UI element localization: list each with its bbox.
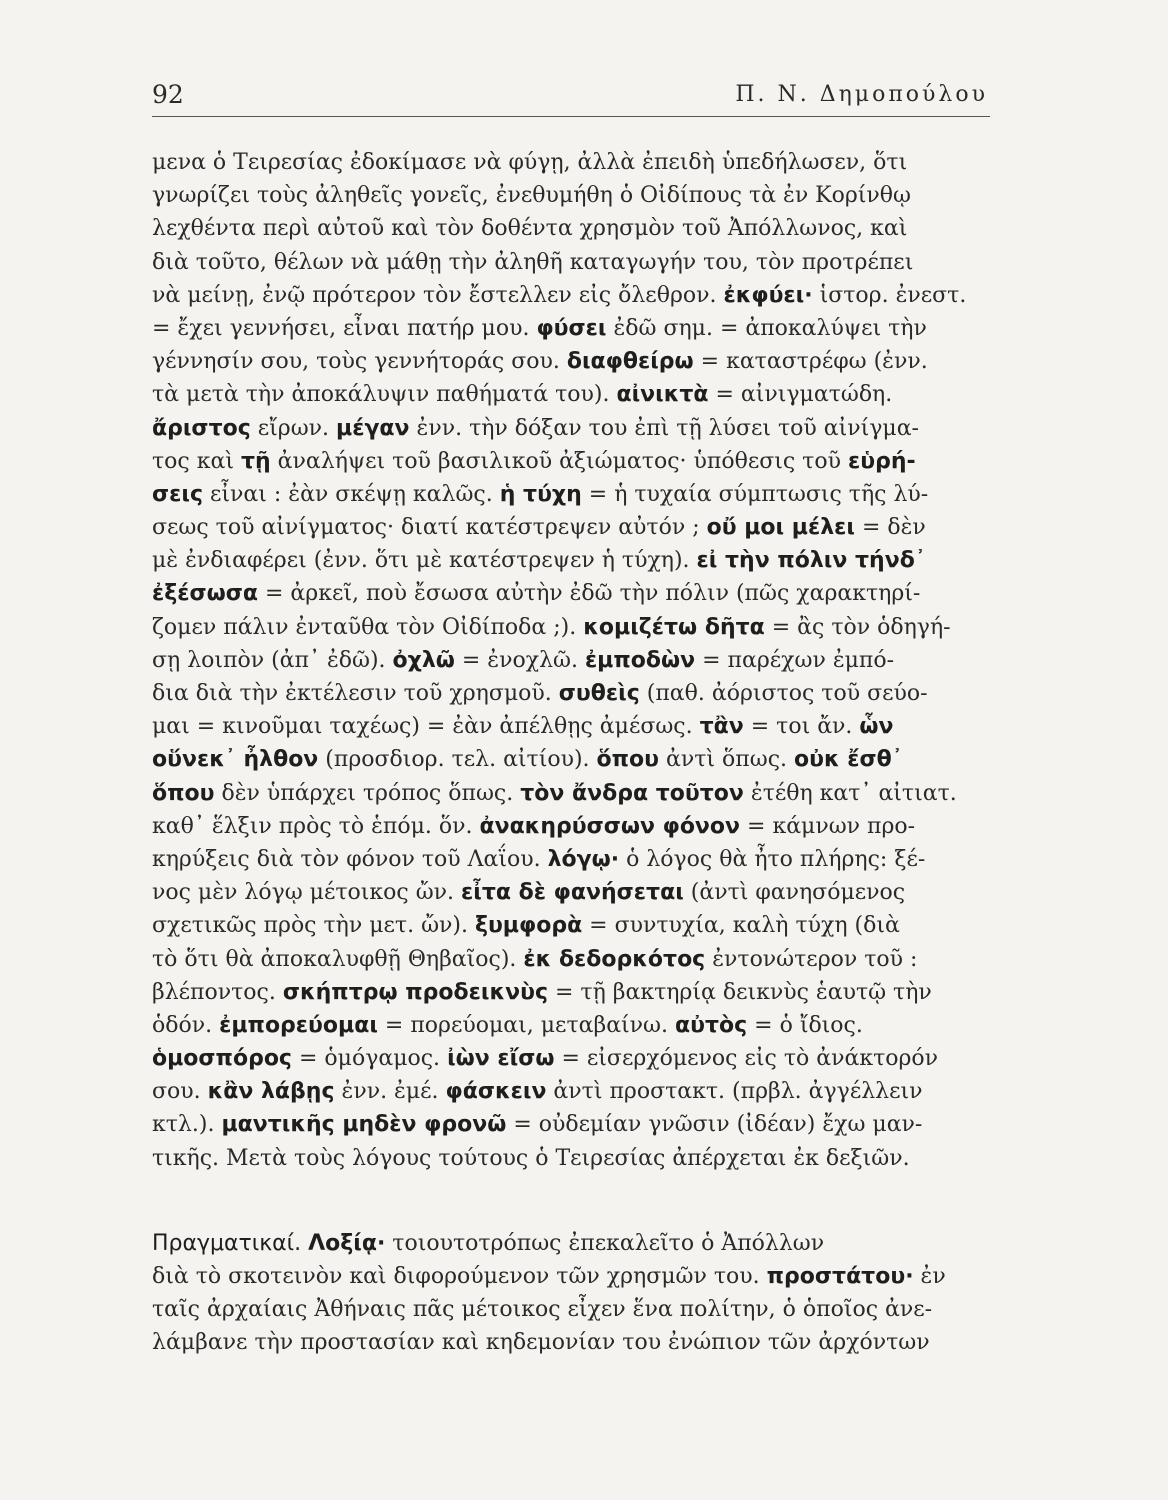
text-segment: τὰ μετὰ τὴν ἀποκάλυψιν παθήματά του). — [152, 382, 617, 408]
text-line — [152, 677, 990, 710]
text-line — [152, 843, 990, 876]
text-segment: = ἡ τυχαία σύμπτωσις τῆς λύ- — [581, 481, 929, 507]
text-segment: κτλ.). — [152, 1112, 222, 1138]
text-segment: διὰ τὸ σκοτεινὸν καὶ διφορούμενον τῶν χρησμῶν του. — [152, 1264, 767, 1289]
text-line — [152, 1075, 990, 1108]
lemma-term: φάσκειν — [445, 1079, 547, 1105]
lemma-term: εἰ τὴν πόλιν τήνδ᾽ — [696, 548, 926, 574]
lemma-term: ξυμφορὰ — [474, 913, 583, 939]
text-segment: ἐνν. τὴν δόξαν του ἐπὶ τῇ λύσει τοῦ αἰνίγμα- — [409, 415, 919, 441]
text-line — [152, 1142, 990, 1175]
text-segment: καθ᾽ ἕλξιν πρὸς τὸ ἑπόμ. ὅν. — [152, 813, 480, 839]
text-line — [152, 1326, 990, 1359]
text-segment: εἴρων. — [250, 415, 337, 441]
lemma-term: ἐκ δεδορκότος — [523, 946, 706, 972]
text-segment: σχετικῶς πρὸς τὴν μετ. ὤν). — [152, 913, 475, 939]
text-line — [152, 1042, 990, 1075]
text-segment: τος καὶ — [152, 448, 241, 474]
text-segment: τοιουτοτρόπως ἐπεκαλεῖτο ὁ Ἀπόλλων — [385, 1230, 825, 1256]
text-line — [152, 743, 990, 776]
lemma-term: ὀχλῶ — [392, 647, 455, 673]
text-line — [152, 478, 990, 511]
running-head: Π. Ν. Δημοπούλου — [735, 82, 988, 107]
text-segment: διὰ τοῦτο, θέλων νὰ μάθῃ τὴν ἀληθῆ καταγωγήν του, τὸν προτρέπει — [152, 249, 914, 275]
text-segment: = αἰνιγματώδη. — [708, 382, 893, 408]
text-segment: λεχθέντα περὶ αὐτοῦ καὶ τὸν δοθέντα χρησμὸν τοῦ Ἀπόλλωνος, καὶ — [152, 216, 908, 242]
lemma-term: ἐξέσωσα — [152, 581, 258, 607]
lemma-term: ὅπου — [152, 780, 215, 806]
text-segment: = ἔχει γεννήσει, εἶναι πατήρ μου. — [152, 315, 537, 341]
text-segment: νος μὲν λόγῳ μέτοικος ὤν. — [152, 880, 462, 906]
text-line — [152, 909, 990, 942]
text-line — [152, 1227, 990, 1260]
text-line — [152, 644, 990, 677]
lemma-term: τῇ — [240, 448, 271, 474]
text-segment: δὲν ὑπάρχει τρόπος ὅπως. — [214, 780, 521, 806]
text-segment: γνωρίζει τοὺς ἀληθεῖς γονεῖς, ἐνεθυμήθη ὁ Οἰδίπους τὰ ἐν Κορίνθῳ — [152, 183, 911, 209]
lemma-term: εἶτα δὲ φανήσεται — [461, 880, 684, 906]
lemma-term: τὸν ἄνδρα τοῦτον — [520, 780, 744, 806]
text-line — [152, 611, 990, 644]
text-segment: ἐντονώτερον τοῦ : — [705, 946, 918, 972]
text-segment: (προσδιορ. τελ. αἰτίου). — [318, 747, 597, 773]
text-segment: ἀντὶ προστακτ. (πρβλ. ἀγγέλλειν — [546, 1079, 923, 1105]
lemma-term: οὕνεκ᾽ ἦλθον — [152, 747, 319, 773]
text-line — [152, 378, 990, 411]
text-line — [152, 445, 990, 478]
text-segment: = εἰσερχόμενος εἰς τὸ ἀνάκτορόν — [554, 1046, 939, 1072]
text-segment: ὁ λόγος θὰ ἦτο πλήρης: ξέ- — [619, 846, 926, 872]
text-line — [152, 1108, 990, 1141]
text-segment: (παθ. ἀόριστος τοῦ σεύο- — [639, 681, 928, 706]
text-line — [152, 1260, 990, 1293]
text-line — [152, 810, 990, 843]
text-segment: εἶναι : ἐὰν σκέψῃ καλῶς. — [203, 481, 500, 507]
lemma-term: Λοξίᾳ· — [308, 1230, 386, 1256]
lemma-term: αὐτὸς — [674, 1012, 748, 1038]
text-line — [152, 179, 990, 212]
text-segment: δια διὰ τὴν ἐκτέλεσιν τοῦ χρησμοῦ. — [152, 681, 559, 706]
lemma-term: οὔ μοι μέλει — [706, 515, 855, 541]
text-segment: = κάμνων προ- — [740, 813, 916, 839]
lemma-term: τἂν — [699, 714, 744, 740]
text-line — [152, 577, 990, 610]
text-line — [152, 777, 990, 810]
lemma-term: προστάτου· — [766, 1264, 914, 1289]
text-segment: ἐδῶ σημ. = ἀποκαλύψει τὴν — [606, 315, 927, 341]
lemma-term: ἄριστος — [152, 415, 251, 441]
text-line — [152, 876, 990, 909]
lemma-term: ὁμοσπόρος — [152, 1046, 292, 1072]
pragmatika-paragraph — [152, 1227, 990, 1360]
lemma-term: ὅπου — [596, 747, 660, 773]
text-segment: ἐν — [913, 1264, 946, 1289]
lemma-term: ἰὼν εἴσω — [447, 1046, 555, 1072]
text-segment: = πορεύομαι, μεταβαίνω. — [377, 1012, 675, 1038]
text-line — [152, 279, 990, 312]
text-segment: = ὁ ἴδιος. — [747, 1012, 863, 1038]
lemma-term: ἡ τύχη — [499, 481, 582, 507]
commentary-paragraph — [152, 146, 990, 1175]
text-segment: σεως τοῦ αἰνίγματος· διατί κατέστρεψεν αὐτόν ; — [152, 515, 707, 541]
text-segment: τὸ ὅτι θὰ ἀποκαλυφθῇ Θηβαῖος). — [152, 946, 524, 972]
lemma-term: ἐμπορεύομαι — [219, 1012, 378, 1038]
text-segment: σῃ λοιπὸν (ἀπ᾽ ἐδῶ). — [152, 647, 393, 673]
page-header — [152, 80, 990, 117]
text-segment: βλέποντος. — [152, 979, 283, 1005]
lemma-term: σεις — [152, 481, 203, 507]
lemma-term: κἂν λάβῃς — [207, 1079, 335, 1105]
text-line — [152, 212, 990, 245]
lemma-term: μαντικῆς μηδὲν φρονῶ — [221, 1112, 507, 1138]
text-segment: = δὲν — [854, 515, 926, 541]
text-line — [152, 1009, 990, 1042]
page-number: 92 — [152, 80, 184, 109]
text-line — [152, 345, 990, 378]
text-line — [152, 1293, 990, 1326]
text-segment: = ἂς τὸν ὁδηγή- — [764, 614, 951, 640]
text-segment: ὁδόν. — [152, 1012, 220, 1038]
text-segment: = ἀρκεῖ, ποὺ ἔσωσα αὐτὴν ἐδῶ τὴν πόλιν (πῶς χαρακτηρί- — [258, 581, 921, 607]
text-line — [152, 976, 990, 1009]
lemma-term: σκήπτρῳ προδεικνὺς — [282, 979, 548, 1005]
text-segment: = ἐνοχλῶ. — [454, 647, 585, 673]
text-line — [152, 246, 990, 279]
lemma-term: λόγῳ· — [547, 846, 620, 872]
lemma-term: ὧν — [859, 714, 894, 740]
lemma-term: διαφθείρω — [566, 349, 694, 375]
text-segment: = οὐδεμίαν γνῶσιν (ἰδέαν) ἔχω μαν- — [506, 1112, 923, 1138]
lemma-term: ἀνακηρύσσων φόνον — [479, 813, 741, 839]
section-heading: Πραγματικαί. — [152, 1230, 302, 1256]
text-segment: ταῖς ἀρχαίαις Ἀθήναις πᾶς μέτοικος εἶχεν ἕνα πολίτην, ὁ ὁποῖος ἀνε- — [152, 1297, 933, 1323]
lemma-term: κομιζέτω δῆτα — [583, 614, 765, 640]
lemma-term: φύσει — [536, 315, 607, 341]
text-segment: = ὁμόγαμος. — [291, 1046, 448, 1072]
text-line — [152, 412, 990, 445]
lemma-term: μέγαν — [336, 415, 410, 441]
text-segment: σου. — [152, 1079, 208, 1105]
text-segment: ἀναλήψει τοῦ βασιλικοῦ ἀξιώματος· ὑπόθεσις τοῦ — [270, 448, 848, 474]
paragraph-gap — [152, 1175, 990, 1227]
text-segment: = τοι ἄν. — [743, 714, 860, 740]
commentary-text — [152, 146, 990, 1360]
text-segment: (ἀντὶ φανησόμενος — [683, 880, 906, 906]
text-segment: = συντυχία, καλὴ τύχη (διὰ — [582, 913, 900, 939]
lemma-term: ἐμποδὼν — [584, 647, 696, 673]
text-segment: = καταστρέφω (ἐνν. — [693, 349, 928, 375]
text-segment: ἀντὶ ὅπως. — [659, 747, 794, 773]
lemma-term: αἰνικτὰ — [616, 382, 709, 408]
text-line — [152, 146, 990, 179]
text-line — [152, 943, 990, 976]
text-segment: μενα ὁ Τειρεσίας ἐδοκίμασε νὰ φύγῃ, ἀλλὰ ἐπειδὴ ὑπεδήλωσεν, ὅτι — [152, 150, 908, 175]
text-segment: ἐτέθη κατ᾽ αἰτιατ. — [743, 780, 957, 806]
text-segment: νὰ μείνῃ, ἐνῷ πρότερον τὸν ἔστελλεν εἰς ὄλεθρον. — [152, 282, 724, 308]
lemma-term: εὑρή- — [847, 448, 916, 474]
text-line — [152, 710, 990, 743]
text-segment: γέννησίν σου, τοὺς γεννήτοράς σου. — [152, 349, 567, 375]
text-segment: = παρέχων ἐμπό- — [695, 647, 895, 673]
text-segment: ζομεν πάλιν ἐνταῦθα τὸν Οἰδίποδα ;). — [152, 614, 584, 640]
text-segment: κηρύξεις διὰ τὸν φόνον τοῦ Λαΐου. — [152, 846, 548, 872]
text-line — [152, 312, 990, 345]
text-segment: ἱστορ. ἐνεστ. — [812, 282, 967, 308]
text-segment: ἐνν. ἐμέ. — [334, 1079, 446, 1105]
text-line — [152, 511, 990, 544]
text-segment: τικῆς. Μετὰ τοὺς λόγους τούτους ὁ Τειρεσίας ἀπέρχεται ἐκ δεξιῶν. — [152, 1145, 910, 1171]
lemma-term: συθεὶς — [558, 681, 640, 706]
text-segment: μὲ ἐνδιαφέρει (ἐνν. ὅτι μὲ κατέστρεψεν ἡ τύχη). — [152, 548, 697, 574]
text-segment: μαι = κινοῦμαι ταχέως) = ἐὰν ἀπέλθῃς ἀμέσως. — [152, 714, 700, 740]
text-segment: = τῇ βακτηρίᾳ δεικνὺς ἑαυτῷ τὴν — [547, 979, 932, 1005]
lemma-term: οὐκ ἔσθ᾽ — [794, 747, 903, 773]
text-line — [152, 544, 990, 577]
text-segment: λάμβανε τὴν προστασίαν καὶ κηδεμονίαν του ἐνώπιον τῶν ἀρχόντων — [152, 1330, 930, 1356]
lemma-term: ἐκφύει· — [723, 282, 813, 308]
